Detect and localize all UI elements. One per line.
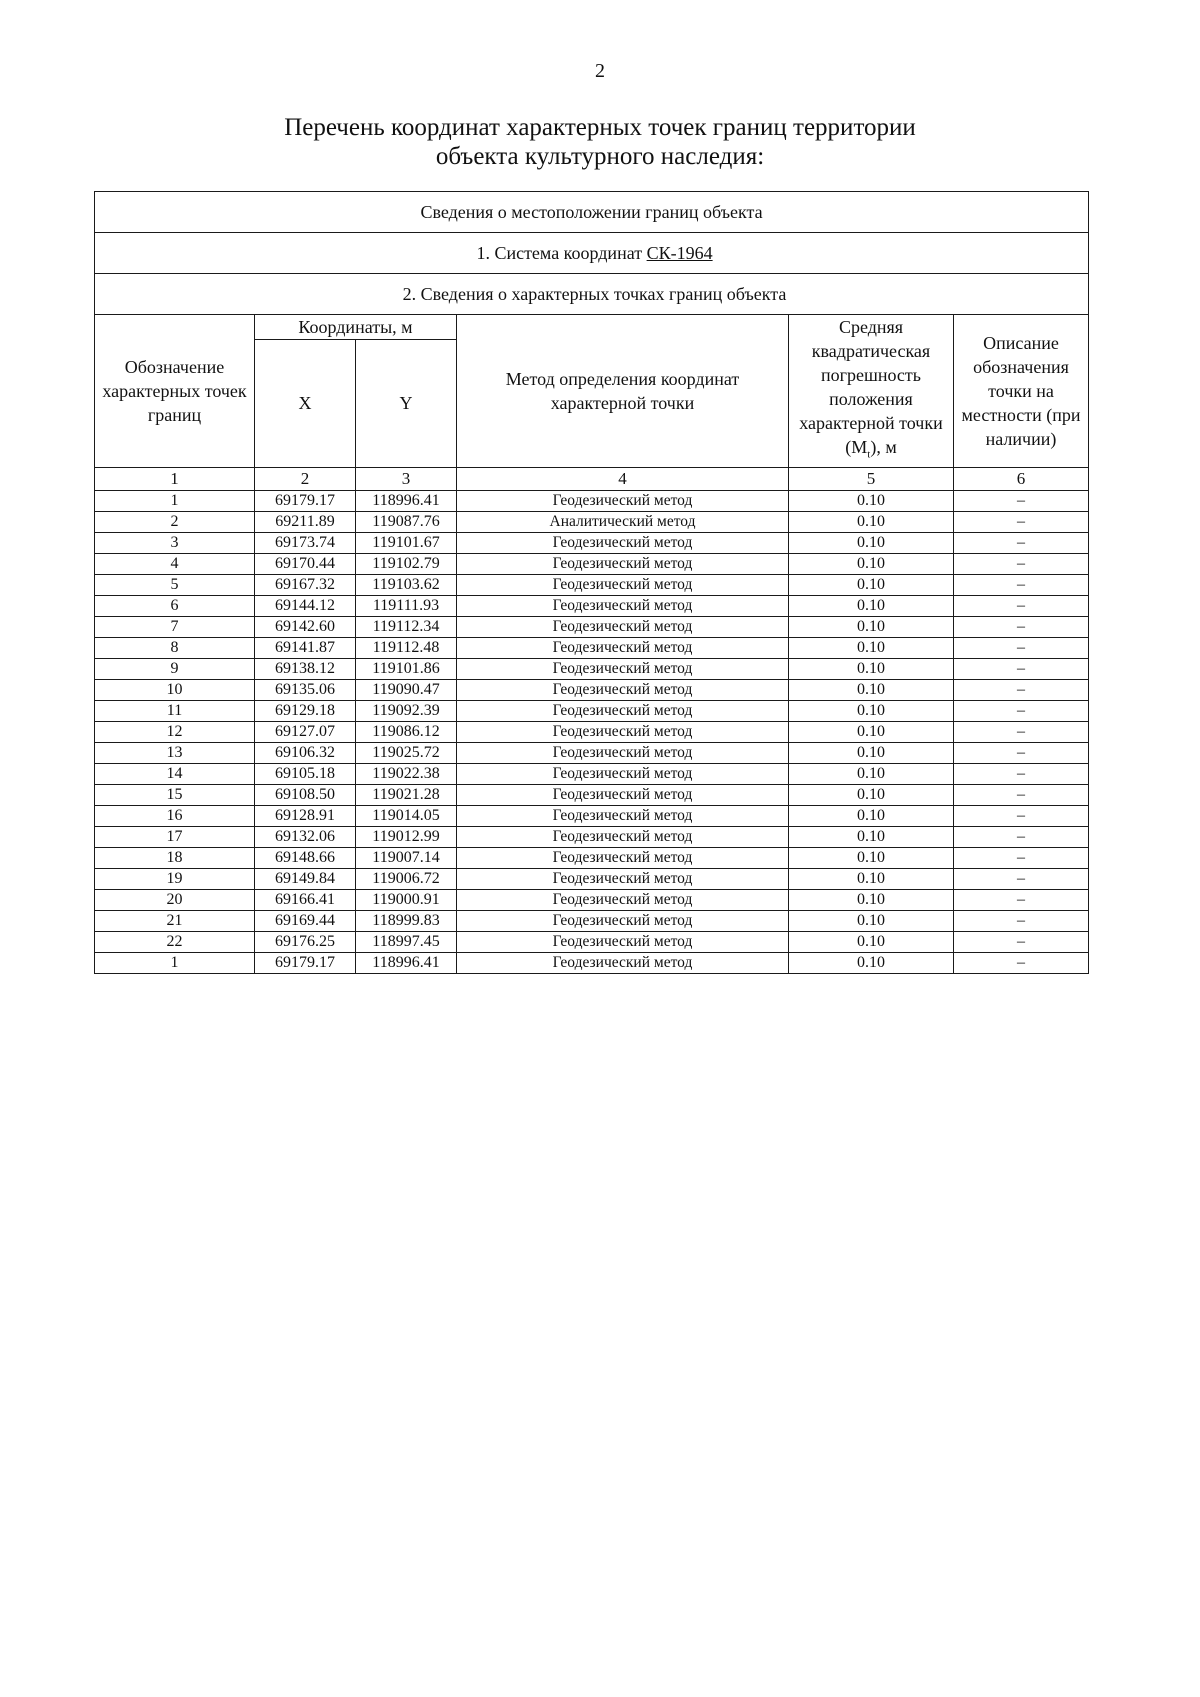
x-cell: 69173.74	[255, 532, 356, 553]
y-cell: 119103.62	[356, 574, 457, 595]
point-cell: 1	[95, 490, 255, 511]
x-cell: 69144.12	[255, 595, 356, 616]
method-cell: Геодезический метод	[457, 952, 789, 973]
description-cell: –	[954, 490, 1089, 511]
method-cell: Геодезический метод	[457, 805, 789, 826]
y-cell: 118996.41	[356, 490, 457, 511]
point-cell: 16	[95, 805, 255, 826]
error-cell: 0.10	[789, 847, 954, 868]
method-cell: Геодезический метод	[457, 826, 789, 847]
error-cell: 0.10	[789, 679, 954, 700]
x-cell: 69142.60	[255, 616, 356, 637]
error-cell: 0.10	[789, 784, 954, 805]
description-cell: –	[954, 847, 1089, 868]
point-cell: 1	[95, 952, 255, 973]
error-cell: 0.10	[789, 532, 954, 553]
method-cell: Геодезический метод	[457, 931, 789, 952]
point-cell: 19	[95, 868, 255, 889]
y-cell: 119102.79	[356, 553, 457, 574]
header-point: Обозначение характерных точек границ	[95, 315, 255, 468]
table-row	[95, 805, 1089, 826]
error-cell: 0.10	[789, 511, 954, 532]
x-cell: 69135.06	[255, 679, 356, 700]
table-row	[95, 511, 1089, 532]
error-cell: 0.10	[789, 553, 954, 574]
method-cell: Геодезический метод	[457, 532, 789, 553]
x-cell: 69169.44	[255, 910, 356, 931]
title-line-2: объекта культурного наследия:	[435, 143, 765, 170]
x-cell: 69132.06	[255, 826, 356, 847]
x-cell: 69179.17	[255, 490, 356, 511]
point-cell: 18	[95, 847, 255, 868]
description-cell: –	[954, 805, 1089, 826]
method-cell: Геодезический метод	[457, 616, 789, 637]
y-cell: 119101.86	[356, 658, 457, 679]
description-cell: –	[954, 574, 1089, 595]
x-cell: 69179.17	[255, 952, 356, 973]
description-cell: –	[954, 889, 1089, 910]
description-cell: –	[954, 532, 1089, 553]
description-cell: –	[954, 931, 1089, 952]
x-cell: 69127.07	[255, 721, 356, 742]
error-cell: 0.10	[789, 700, 954, 721]
points-section-title: 2. Сведения о характерных точках границ объекта	[95, 274, 1089, 315]
document-title	[0, 113, 1200, 171]
method-cell: Геодезический метод	[457, 742, 789, 763]
header-x: X	[255, 340, 356, 468]
y-cell: 119014.05	[356, 805, 457, 826]
column-number: 1	[95, 467, 255, 490]
error-cell: 0.10	[789, 742, 954, 763]
y-cell: 119021.28	[356, 784, 457, 805]
description-cell: –	[954, 637, 1089, 658]
method-cell: Геодезический метод	[457, 574, 789, 595]
coordinates-table	[94, 191, 1089, 974]
method-cell: Геодезический метод	[457, 700, 789, 721]
y-cell: 119012.99	[356, 826, 457, 847]
description-cell: –	[954, 952, 1089, 973]
x-cell: 69106.32	[255, 742, 356, 763]
x-cell: 69176.25	[255, 931, 356, 952]
header-coordinates: Координаты, м	[255, 315, 457, 340]
y-cell: 118997.45	[356, 931, 457, 952]
point-cell: 7	[95, 616, 255, 637]
y-cell: 119112.48	[356, 637, 457, 658]
x-cell: 69149.84	[255, 868, 356, 889]
description-cell: –	[954, 826, 1089, 847]
x-cell: 69170.44	[255, 553, 356, 574]
y-cell: 119092.39	[356, 700, 457, 721]
y-cell: 119090.47	[356, 679, 457, 700]
x-cell: 69211.89	[255, 511, 356, 532]
y-cell: 119101.67	[356, 532, 457, 553]
table-row	[95, 616, 1089, 637]
header-error-subscript: t	[867, 448, 871, 461]
description-cell: –	[954, 553, 1089, 574]
error-cell: 0.10	[789, 763, 954, 784]
table-row	[95, 742, 1089, 763]
point-cell: 14	[95, 763, 255, 784]
x-cell: 69108.50	[255, 784, 356, 805]
table-body	[95, 490, 1089, 973]
x-cell: 69141.87	[255, 637, 356, 658]
method-cell: Геодезический метод	[457, 889, 789, 910]
y-cell: 119000.91	[356, 889, 457, 910]
y-cell: 119112.34	[356, 616, 457, 637]
description-cell: –	[954, 910, 1089, 931]
error-cell: 0.10	[789, 637, 954, 658]
y-cell: 119006.72	[356, 868, 457, 889]
method-cell: Геодезический метод	[457, 868, 789, 889]
table-row	[95, 826, 1089, 847]
method-cell: Геодезический метод	[457, 658, 789, 679]
y-cell: 119007.14	[356, 847, 457, 868]
header-y: Y	[356, 340, 457, 468]
description-cell: –	[954, 742, 1089, 763]
table-row	[95, 784, 1089, 805]
point-cell: 11	[95, 700, 255, 721]
method-cell: Геодезический метод	[457, 847, 789, 868]
table-row	[95, 658, 1089, 679]
error-cell: 0.10	[789, 574, 954, 595]
y-cell: 119111.93	[356, 595, 457, 616]
table-row	[95, 889, 1089, 910]
y-cell: 118996.41	[356, 952, 457, 973]
header-description: Описание обозначения точки на местности (при наличии)	[954, 315, 1089, 468]
error-cell: 0.10	[789, 805, 954, 826]
error-cell: 0.10	[789, 826, 954, 847]
header-error-tail: ), м	[870, 437, 897, 457]
method-cell: Геодезический метод	[457, 490, 789, 511]
description-cell: –	[954, 763, 1089, 784]
table-row	[95, 868, 1089, 889]
column-number: 3	[356, 467, 457, 490]
x-cell: 69148.66	[255, 847, 356, 868]
x-cell: 69167.32	[255, 574, 356, 595]
error-cell: 0.10	[789, 721, 954, 742]
table-row	[95, 700, 1089, 721]
table-row	[95, 532, 1089, 553]
page-number: 2	[595, 60, 605, 82]
error-cell: 0.10	[789, 595, 954, 616]
description-cell: –	[954, 784, 1089, 805]
table-row	[95, 952, 1089, 973]
point-cell: 15	[95, 784, 255, 805]
column-numbers-row	[95, 467, 1089, 490]
point-cell: 9	[95, 658, 255, 679]
point-cell: 5	[95, 574, 255, 595]
point-cell: 10	[95, 679, 255, 700]
error-cell: 0.10	[789, 952, 954, 973]
method-cell: Геодезический метод	[457, 637, 789, 658]
description-cell: –	[954, 658, 1089, 679]
x-cell: 69105.18	[255, 763, 356, 784]
table-row	[95, 490, 1089, 511]
method-cell: Геодезический метод	[457, 679, 789, 700]
y-cell: 119025.72	[356, 742, 457, 763]
table-row	[95, 847, 1089, 868]
table-row	[95, 595, 1089, 616]
point-cell: 20	[95, 889, 255, 910]
header-error	[789, 315, 954, 468]
coordinate-system-label: 1. Система координат	[476, 242, 647, 263]
column-number: 4	[457, 467, 789, 490]
column-number: 2	[255, 467, 356, 490]
y-cell: 118999.83	[356, 910, 457, 931]
x-cell: 69128.91	[255, 805, 356, 826]
table-row	[95, 721, 1089, 742]
method-cell: Геодезический метод	[457, 553, 789, 574]
description-cell: –	[954, 511, 1089, 532]
x-cell: 69129.18	[255, 700, 356, 721]
column-number: 6	[954, 467, 1089, 490]
y-cell: 119022.38	[356, 763, 457, 784]
header-method: Метод определения координат характерной точки	[457, 315, 789, 468]
error-cell: 0.10	[789, 910, 954, 931]
method-cell: Геодезический метод	[457, 910, 789, 931]
header-error-text: Средняя квадратическая погрешность положения характерной точки (M	[799, 317, 943, 457]
error-cell: 0.10	[789, 490, 954, 511]
method-cell: Аналитический метод	[457, 511, 789, 532]
method-cell: Геодезический метод	[457, 721, 789, 742]
method-cell: Геодезический метод	[457, 784, 789, 805]
method-cell: Геодезический метод	[457, 595, 789, 616]
point-cell: 3	[95, 532, 255, 553]
section-title: Сведения о местоположении границ объекта	[95, 192, 1089, 233]
point-cell: 2	[95, 511, 255, 532]
table-row	[95, 763, 1089, 784]
x-cell: 69166.41	[255, 889, 356, 910]
point-cell: 21	[95, 910, 255, 931]
point-cell: 22	[95, 931, 255, 952]
point-cell: 17	[95, 826, 255, 847]
error-cell: 0.10	[789, 658, 954, 679]
column-number: 5	[789, 467, 954, 490]
description-cell: –	[954, 721, 1089, 742]
point-cell: 12	[95, 721, 255, 742]
point-cell: 13	[95, 742, 255, 763]
error-cell: 0.10	[789, 931, 954, 952]
table-row	[95, 637, 1089, 658]
description-cell: –	[954, 616, 1089, 637]
coordinate-system-row	[95, 233, 1089, 274]
coordinate-system-value: СК-1964	[646, 242, 713, 263]
error-cell: 0.10	[789, 868, 954, 889]
table-row	[95, 679, 1089, 700]
method-cell: Геодезический метод	[457, 763, 789, 784]
y-cell: 119087.76	[356, 511, 457, 532]
point-cell: 6	[95, 595, 255, 616]
title-line-1: Перечень координат характерных точек границ территории	[284, 114, 916, 141]
table-row	[95, 910, 1089, 931]
x-cell: 69138.12	[255, 658, 356, 679]
point-cell: 8	[95, 637, 255, 658]
table-row	[95, 574, 1089, 595]
y-cell: 119086.12	[356, 721, 457, 742]
description-cell: –	[954, 679, 1089, 700]
description-cell: –	[954, 595, 1089, 616]
point-cell: 4	[95, 553, 255, 574]
description-cell: –	[954, 700, 1089, 721]
table-row	[95, 931, 1089, 952]
table-row	[95, 553, 1089, 574]
error-cell: 0.10	[789, 889, 954, 910]
description-cell: –	[954, 868, 1089, 889]
error-cell: 0.10	[789, 616, 954, 637]
